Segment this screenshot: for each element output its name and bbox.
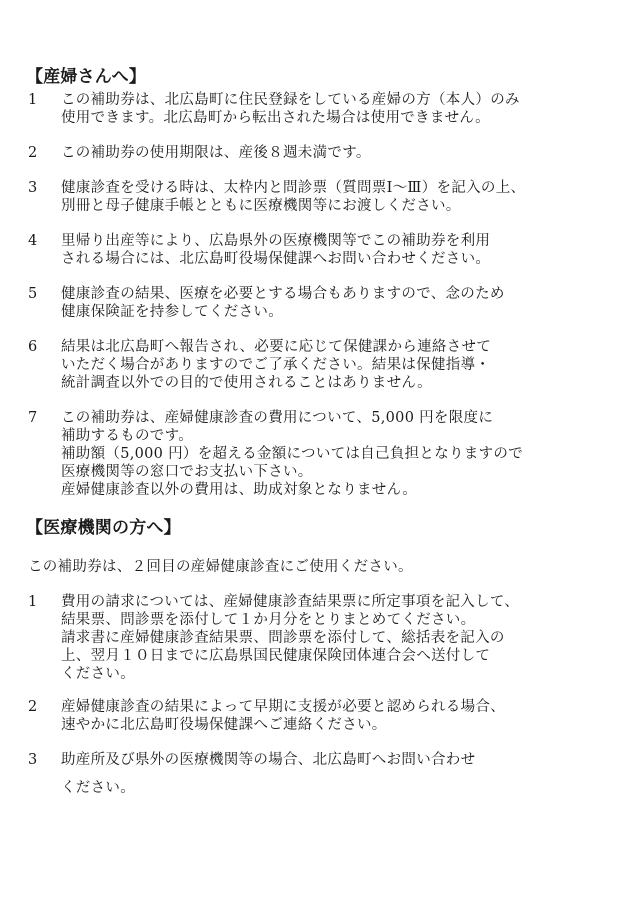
item-text-line: この補助券の使用期限は、産後８週未満です。 <box>61 145 371 161</box>
section-heading-mothers: 【産婦さんへ】 <box>26 67 147 87</box>
item-number: 3 <box>28 180 38 196</box>
item-text-line: 健康診査の結果、医療を必要とする場合もありますので、念のため <box>61 286 505 302</box>
item-text-line: 使用できます。北広島町から転出された場合は使用できません。 <box>61 110 490 126</box>
item-text-line: ください。 <box>61 666 135 682</box>
item-text-line: 請求書に産婦健康診査結果票、問診票を添付して、総括表を記入の <box>61 630 505 646</box>
item-text-line: 統計調査以外での目的で使用されることはありません。 <box>61 375 432 391</box>
section-intro: この補助券は、２回目の産婦健康診査にご使用ください。 <box>28 559 413 575</box>
item-number: 4 <box>28 233 38 249</box>
item-number: 7 <box>28 410 38 426</box>
item-text-line: される場合には、北広島町役場保健課へお問い合わせください。 <box>61 251 491 267</box>
item-number: 1 <box>28 92 38 108</box>
item-number: 3 <box>28 752 38 768</box>
item-number: 6 <box>28 339 38 355</box>
item-number: 5 <box>28 286 38 302</box>
item-number: 2 <box>28 699 38 715</box>
item-text-line: 産婦健康診査の結果によって早期に支援が必要と認められる場合、 <box>61 699 505 715</box>
item-text-line: いただく場合がありますのでご了承ください。結果は保健指導・ <box>61 357 491 373</box>
item-text-line: 別冊と母子健康手帳とともに医療機関等にお渡しください。 <box>61 198 461 214</box>
item-number: 1 <box>28 594 38 610</box>
item-text-line: 医療機関等の窓口でお支払い下さい。 <box>61 464 313 480</box>
item-text-line: 費用の請求については、産婦健康診査結果票に所定事項を記入して、 <box>61 594 520 610</box>
item-text-line: 結果票、問診票を添付して１か月分をとりまとめてください。 <box>61 612 476 628</box>
section-heading-institutions: 【医療機関の方へ】 <box>26 518 181 538</box>
item-text-line: 補助するものです。 <box>61 428 194 444</box>
item-number: 2 <box>28 145 38 161</box>
item-text-line: ください。 <box>61 780 135 796</box>
item-text-line: 健康診査を受ける時は、太枠内と問診票（質問票Ⅰ～Ⅲ）を記入の上、 <box>61 180 526 196</box>
item-text-line: 産婦健康診査以外の費用は、助成対象となりません。 <box>61 482 418 498</box>
item-text-line: 結果は北広島町へ報告され、必要に応じて保健課から連絡させて <box>61 339 492 355</box>
item-text-line: 速やかに北広島町役場保健課へご連絡ください。 <box>61 717 387 733</box>
item-text-line: 助産所及び県外の医療機関等の場合、北広島町へお問い合わせ <box>61 752 476 768</box>
item-text-line: この補助券は、産婦健康診査の費用について、5,000 円を限度に <box>61 410 494 426</box>
item-text-line: 上、翌月１０日までに広島県国民健康保険団体連合会へ送付して <box>61 648 491 664</box>
item-text-line: この補助券は、北広島町に住民登録をしている産婦の方（本人）のみ <box>61 92 520 108</box>
item-text-line: 補助額（5,000 円）を超える金額については自己負担となりますので <box>61 446 524 462</box>
item-text-line: 健康保険証を持参してください。 <box>61 304 283 320</box>
item-text-line: 里帰り出産等により、広島県外の医療機関等でこの補助券を利用 <box>61 233 491 249</box>
